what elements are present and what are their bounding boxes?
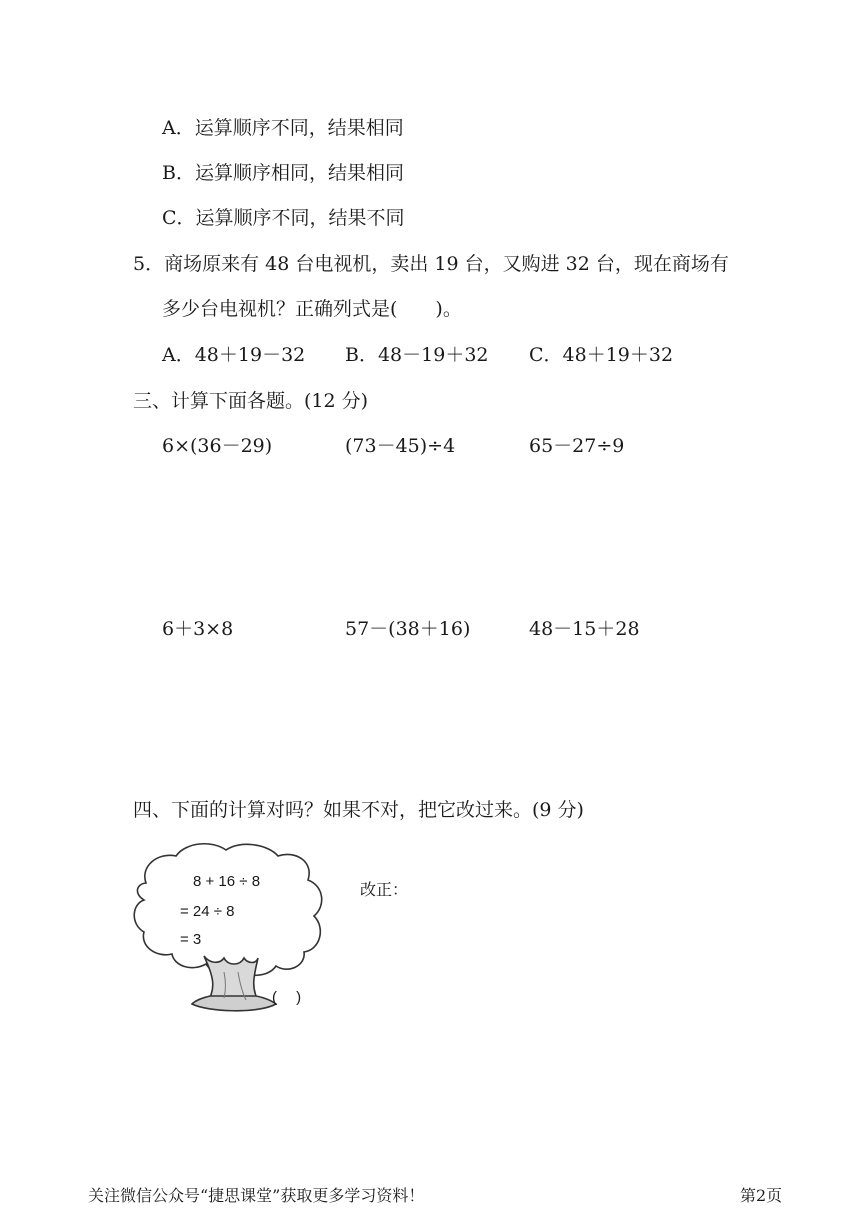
calc-6: 48－15＋28	[529, 618, 640, 640]
tree-icon	[128, 838, 338, 1023]
calc-5: 57－(38＋16)	[345, 618, 471, 640]
page-number: 第2页	[740, 1186, 783, 1205]
q4-option-b: B．运算顺序相同，结果相同	[162, 162, 404, 184]
calc-2: (73－45)÷4	[345, 435, 456, 457]
calc-1: 6×(36－29)	[162, 435, 273, 457]
section3-title: 三、计算下面各题。(12 分)	[133, 390, 369, 412]
tree-line-2: = 24 ÷ 8	[180, 903, 235, 920]
tree-line-1: 8 + 16 ÷ 8	[193, 873, 261, 890]
q5-option-a: A．48＋19－32	[162, 344, 306, 366]
q4-option-c: C．运算顺序不同，结果不同	[162, 207, 405, 229]
tree-line-3: = 3	[180, 931, 202, 948]
q5-stem-line1: 5．商场原来有 48 台电视机，卖出 19 台，又购进 32 台，现在商场有	[133, 253, 729, 275]
q5-stem-line2: 多少台电视机？正确列式是( )。	[162, 298, 462, 320]
tree-illustration	[128, 838, 338, 1023]
section4-title: 四、下面的计算对吗？如果不对，把它改过来。(9 分)	[133, 799, 584, 821]
q5-option-b: B．48－19＋32	[345, 344, 489, 366]
footer-promo: 关注微信公众号“捷思课堂”获取更多学习资料！	[88, 1186, 425, 1205]
correction-label: 改正：	[360, 880, 409, 899]
q5-option-c: C．48＋19＋32	[529, 344, 674, 366]
answer-blank[interactable]: ( )	[272, 989, 302, 1006]
calc-3: 65－27÷9	[529, 435, 625, 457]
calc-4: 6＋3×8	[162, 618, 234, 640]
q4-option-a: A．运算顺序不同，结果相同	[162, 117, 404, 139]
